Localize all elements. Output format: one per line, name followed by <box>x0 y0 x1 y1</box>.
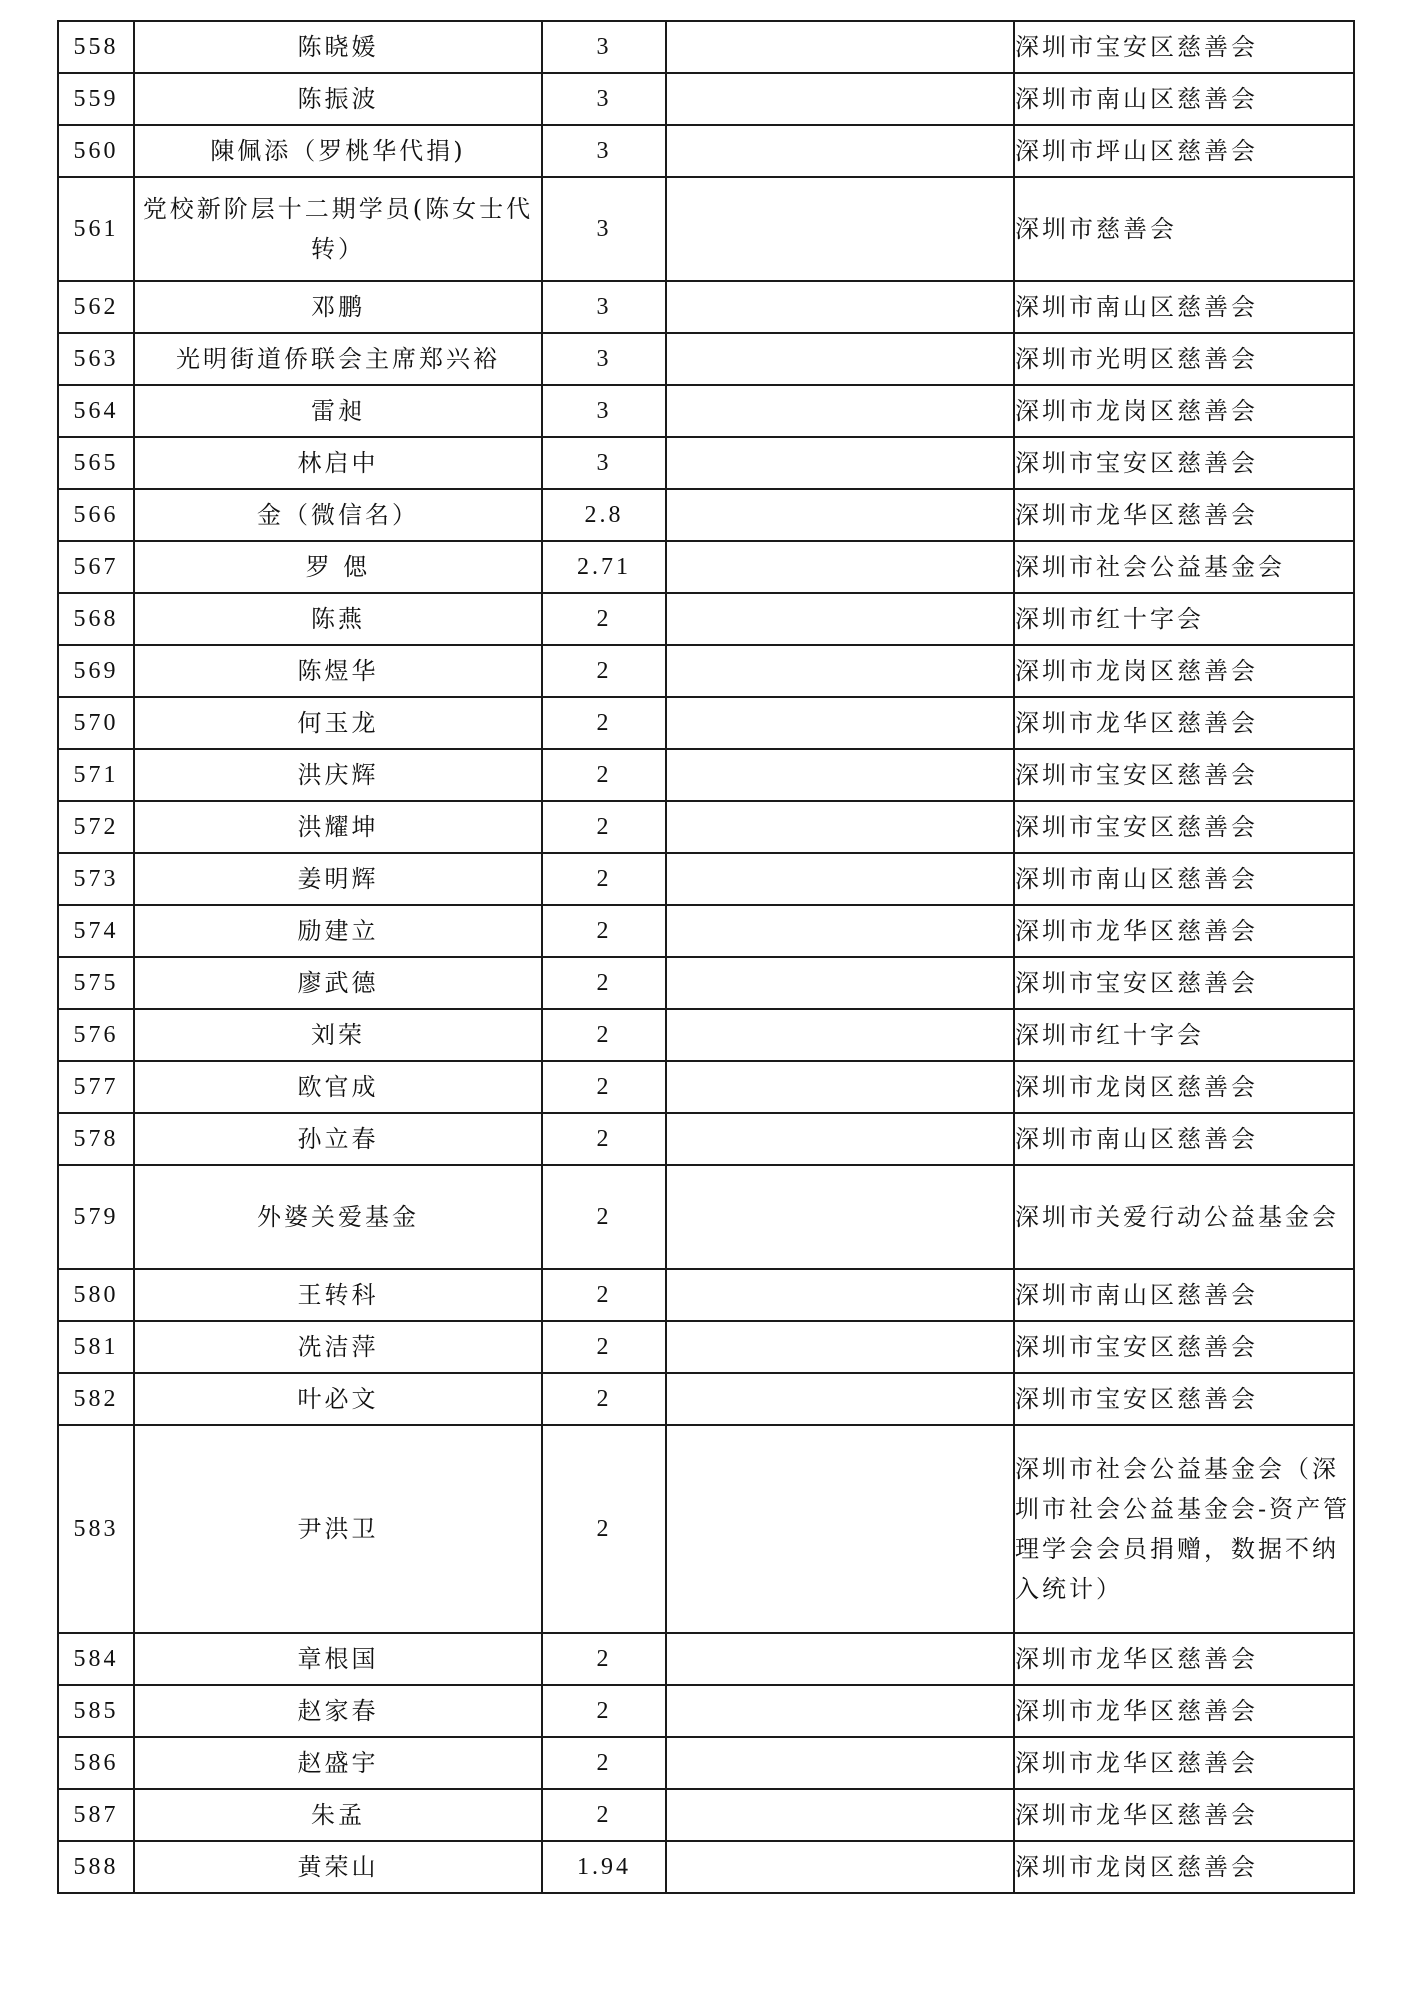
row-number: 560 <box>58 125 134 177</box>
receiving-organization: 深圳市宝安区慈善会 <box>1014 21 1354 73</box>
row-number: 561 <box>58 177 134 281</box>
receiving-organization: 深圳市龙岗区慈善会 <box>1014 1841 1354 1893</box>
receiving-organization: 深圳市龙岗区慈善会 <box>1014 645 1354 697</box>
empty-cell <box>666 21 1014 73</box>
receiving-organization: 深圳市南山区慈善会 <box>1014 853 1354 905</box>
receiving-organization: 深圳市龙华区慈善会 <box>1014 1685 1354 1737</box>
receiving-organization: 深圳市宝安区慈善会 <box>1014 957 1354 1009</box>
receiving-organization: 深圳市宝安区慈善会 <box>1014 749 1354 801</box>
receiving-organization: 深圳市龙华区慈善会 <box>1014 1737 1354 1789</box>
row-number: 559 <box>58 73 134 125</box>
empty-cell <box>666 593 1014 645</box>
donor-name: 朱孟 <box>134 1789 542 1841</box>
receiving-organization: 深圳市红十字会 <box>1014 593 1354 645</box>
table-row <box>58 73 1354 125</box>
donor-name: 孙立春 <box>134 1113 542 1165</box>
donor-name: 林启中 <box>134 437 542 489</box>
empty-cell <box>666 905 1014 957</box>
receiving-organization: 深圳市宝安区慈善会 <box>1014 437 1354 489</box>
table-row <box>58 1269 1354 1321</box>
table-row <box>58 801 1354 853</box>
table-row <box>58 489 1354 541</box>
donation-amount: 3 <box>542 437 666 489</box>
donation-amount: 2 <box>542 1373 666 1425</box>
empty-cell <box>666 1425 1014 1633</box>
donor-name: 赵家春 <box>134 1685 542 1737</box>
empty-cell <box>666 1633 1014 1685</box>
donor-name: 光明街道侨联会主席郑兴裕 <box>134 333 542 385</box>
table-row <box>58 1165 1354 1269</box>
row-number: 582 <box>58 1373 134 1425</box>
row-number: 574 <box>58 905 134 957</box>
empty-cell <box>666 385 1014 437</box>
table-row <box>58 125 1354 177</box>
table-row <box>58 853 1354 905</box>
receiving-organization: 深圳市宝安区慈善会 <box>1014 1373 1354 1425</box>
row-number: 567 <box>58 541 134 593</box>
donor-name: 陳佩添（罗桃华代捐) <box>134 125 542 177</box>
empty-cell <box>666 541 1014 593</box>
donor-name: 冼洁萍 <box>134 1321 542 1373</box>
receiving-organization: 深圳市光明区慈善会 <box>1014 333 1354 385</box>
donation-amount: 2 <box>542 1685 666 1737</box>
table-row <box>58 697 1354 749</box>
donation-amount: 3 <box>542 21 666 73</box>
row-number: 566 <box>58 489 134 541</box>
donor-name: 洪庆辉 <box>134 749 542 801</box>
table-row <box>58 1789 1354 1841</box>
donor-name: 党校新阶层十二期学员(陈女士代转） <box>134 177 542 281</box>
donor-name: 陈振波 <box>134 73 542 125</box>
receiving-organization: 深圳市龙岗区慈善会 <box>1014 385 1354 437</box>
table-row <box>58 21 1354 73</box>
donor-name: 章根国 <box>134 1633 542 1685</box>
empty-cell <box>666 1373 1014 1425</box>
receiving-organization: 深圳市龙岗区慈善会 <box>1014 1061 1354 1113</box>
receiving-organization: 深圳市龙华区慈善会 <box>1014 697 1354 749</box>
row-number: 578 <box>58 1113 134 1165</box>
row-number: 576 <box>58 1009 134 1061</box>
row-number: 583 <box>58 1425 134 1633</box>
donation-amount: 2 <box>542 853 666 905</box>
row-number: 564 <box>58 385 134 437</box>
receiving-organization: 深圳市南山区慈善会 <box>1014 1113 1354 1165</box>
row-number: 585 <box>58 1685 134 1737</box>
table-row <box>58 1685 1354 1737</box>
donation-amount: 3 <box>542 73 666 125</box>
empty-cell <box>666 489 1014 541</box>
table-row <box>58 593 1354 645</box>
row-number: 586 <box>58 1737 134 1789</box>
row-number: 570 <box>58 697 134 749</box>
receiving-organization: 深圳市南山区慈善会 <box>1014 1269 1354 1321</box>
donor-name: 金（微信名） <box>134 489 542 541</box>
donor-name: 外婆关爱基金 <box>134 1165 542 1269</box>
donation-amount: 2 <box>542 697 666 749</box>
donation-amount: 3 <box>542 281 666 333</box>
table-row <box>58 1321 1354 1373</box>
row-number: 568 <box>58 593 134 645</box>
empty-cell <box>666 1841 1014 1893</box>
donation-amount: 2 <box>542 593 666 645</box>
row-number: 562 <box>58 281 134 333</box>
donation-amount: 2 <box>542 905 666 957</box>
empty-cell <box>666 1009 1014 1061</box>
donation-amount: 2 <box>542 1737 666 1789</box>
donation-amount: 2 <box>542 1061 666 1113</box>
donation-amount: 2.8 <box>542 489 666 541</box>
table-row <box>58 1113 1354 1165</box>
empty-cell <box>666 177 1014 281</box>
table-row <box>58 1633 1354 1685</box>
donation-amount: 2 <box>542 801 666 853</box>
donation-amount: 2.71 <box>542 541 666 593</box>
empty-cell <box>666 333 1014 385</box>
receiving-organization: 深圳市坪山区慈善会 <box>1014 125 1354 177</box>
row-number: 563 <box>58 333 134 385</box>
empty-cell <box>666 697 1014 749</box>
empty-cell <box>666 749 1014 801</box>
row-number: 580 <box>58 1269 134 1321</box>
empty-cell <box>666 645 1014 697</box>
donation-amount: 2 <box>542 1165 666 1269</box>
empty-cell <box>666 801 1014 853</box>
donor-name: 雷昶 <box>134 385 542 437</box>
donor-name: 刘荣 <box>134 1009 542 1061</box>
table-row <box>58 1061 1354 1113</box>
donation-amount: 2 <box>542 1269 666 1321</box>
receiving-organization: 深圳市宝安区慈善会 <box>1014 1321 1354 1373</box>
row-number: 575 <box>58 957 134 1009</box>
row-number: 584 <box>58 1633 134 1685</box>
receiving-organization: 深圳市慈善会 <box>1014 177 1354 281</box>
receiving-organization: 深圳市龙华区慈善会 <box>1014 905 1354 957</box>
table-row <box>58 177 1354 281</box>
table-row <box>58 437 1354 489</box>
donor-name: 王转科 <box>134 1269 542 1321</box>
row-number: 577 <box>58 1061 134 1113</box>
table-row <box>58 1841 1354 1893</box>
empty-cell <box>666 853 1014 905</box>
receiving-organization: 深圳市宝安区慈善会 <box>1014 801 1354 853</box>
receiving-organization: 深圳市红十字会 <box>1014 1009 1354 1061</box>
donor-name: 廖武德 <box>134 957 542 1009</box>
donation-amount: 1.94 <box>542 1841 666 1893</box>
row-number: 581 <box>58 1321 134 1373</box>
receiving-organization: 深圳市龙华区慈善会 <box>1014 489 1354 541</box>
table-row <box>58 1009 1354 1061</box>
donor-name: 陈燕 <box>134 593 542 645</box>
table-row <box>58 1737 1354 1789</box>
donation-amount: 2 <box>542 1113 666 1165</box>
donor-name: 陈晓媛 <box>134 21 542 73</box>
donor-name: 黄荣山 <box>134 1841 542 1893</box>
empty-cell <box>666 125 1014 177</box>
donation-amount: 2 <box>542 1009 666 1061</box>
donor-name: 励建立 <box>134 905 542 957</box>
table-row <box>58 905 1354 957</box>
donation-amount: 2 <box>542 1789 666 1841</box>
donation-amount: 2 <box>542 749 666 801</box>
table-row <box>58 281 1354 333</box>
receiving-organization: 深圳市社会公益基金会（深圳市社会公益基金会-资产管理学会会员捐赠，数据不纳入统计） <box>1014 1425 1354 1633</box>
donation-amount: 2 <box>542 1425 666 1633</box>
empty-cell <box>666 281 1014 333</box>
table-row <box>58 333 1354 385</box>
row-number: 573 <box>58 853 134 905</box>
row-number: 565 <box>58 437 134 489</box>
empty-cell <box>666 73 1014 125</box>
empty-cell <box>666 1737 1014 1789</box>
donor-name: 罗 偲 <box>134 541 542 593</box>
receiving-organization: 深圳市龙华区慈善会 <box>1014 1789 1354 1841</box>
donation-amount: 3 <box>542 385 666 437</box>
empty-cell <box>666 1269 1014 1321</box>
donor-name: 洪耀坤 <box>134 801 542 853</box>
empty-cell <box>666 1685 1014 1737</box>
empty-cell <box>666 1165 1014 1269</box>
donor-table-body <box>58 21 1354 1893</box>
donation-amount: 2 <box>542 957 666 1009</box>
donor-name: 欧官成 <box>134 1061 542 1113</box>
donor-name: 何玉龙 <box>134 697 542 749</box>
table-row <box>58 957 1354 1009</box>
donor-name: 赵盛宇 <box>134 1737 542 1789</box>
empty-cell <box>666 1113 1014 1165</box>
donation-amount: 3 <box>542 333 666 385</box>
donation-amount: 3 <box>542 125 666 177</box>
row-number: 558 <box>58 21 134 73</box>
donor-name: 邓鹏 <box>134 281 542 333</box>
row-number: 587 <box>58 1789 134 1841</box>
table-row <box>58 1373 1354 1425</box>
receiving-organization: 深圳市南山区慈善会 <box>1014 281 1354 333</box>
empty-cell <box>666 1061 1014 1113</box>
donor-name: 姜明辉 <box>134 853 542 905</box>
table-row <box>58 749 1354 801</box>
empty-cell <box>666 1789 1014 1841</box>
donor-table <box>57 20 1355 1894</box>
donation-amount: 3 <box>542 177 666 281</box>
empty-cell <box>666 1321 1014 1373</box>
row-number: 569 <box>58 645 134 697</box>
empty-cell <box>666 437 1014 489</box>
donor-name: 尹洪卫 <box>134 1425 542 1633</box>
row-number: 579 <box>58 1165 134 1269</box>
receiving-organization: 深圳市龙华区慈善会 <box>1014 1633 1354 1685</box>
table-row <box>58 645 1354 697</box>
row-number: 572 <box>58 801 134 853</box>
empty-cell <box>666 957 1014 1009</box>
receiving-organization: 深圳市关爱行动公益基金会 <box>1014 1165 1354 1269</box>
table-row <box>58 385 1354 437</box>
receiving-organization: 深圳市社会公益基金会 <box>1014 541 1354 593</box>
donation-amount: 2 <box>542 1633 666 1685</box>
table-row <box>58 541 1354 593</box>
donation-amount: 2 <box>542 645 666 697</box>
receiving-organization: 深圳市南山区慈善会 <box>1014 73 1354 125</box>
row-number: 588 <box>58 1841 134 1893</box>
donation-amount: 2 <box>542 1321 666 1373</box>
row-number: 571 <box>58 749 134 801</box>
donor-name: 叶必文 <box>134 1373 542 1425</box>
table-row <box>58 1425 1354 1633</box>
donor-name: 陈煜华 <box>134 645 542 697</box>
